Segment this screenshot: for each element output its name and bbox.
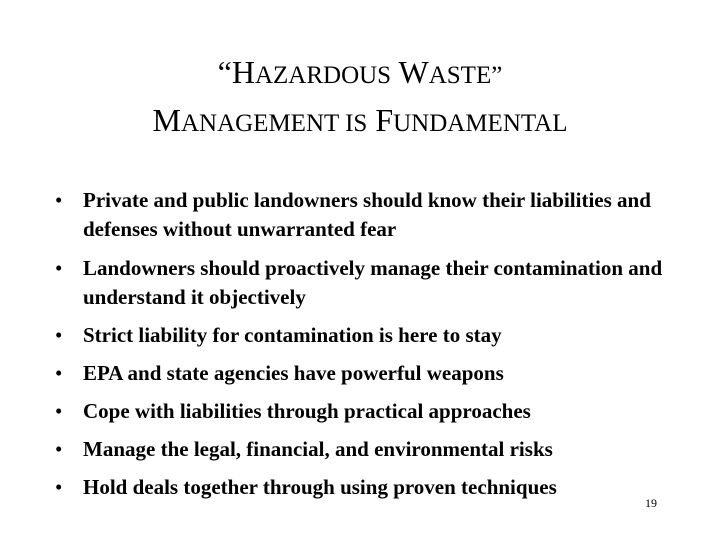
bullet-icon: • bbox=[55, 323, 63, 347]
bullet-text: EPA and state agencies have powerful weapons bbox=[83, 361, 504, 385]
title-line-2 bbox=[0, 98, 720, 146]
title-smallcaps: AZARDOUS bbox=[254, 62, 392, 89]
bullet-text: Landowners should proactively manage their contamination and understand it objectively bbox=[83, 256, 663, 309]
bullet-item bbox=[55, 397, 695, 426]
bullet-item bbox=[55, 473, 695, 502]
title-smallcaps: ASTE” bbox=[428, 62, 503, 89]
title-cap: “H bbox=[217, 54, 255, 90]
bullet-item bbox=[55, 435, 695, 464]
page-number: 19 bbox=[645, 496, 657, 510]
title-cap: M bbox=[152, 102, 181, 138]
title-smallcaps: ANAGEMENT IS bbox=[180, 110, 368, 137]
bullet-icon: • bbox=[55, 399, 63, 423]
title-cap: F bbox=[367, 102, 394, 138]
bullet-text: Cope with liabilities through practical approaches bbox=[83, 399, 531, 423]
bullet-list bbox=[55, 186, 695, 511]
bullet-item bbox=[55, 186, 695, 244]
bullet-item bbox=[55, 359, 695, 388]
bullet-icon: • bbox=[55, 361, 63, 385]
title-line-1 bbox=[0, 50, 720, 98]
bullet-icon: • bbox=[55, 475, 63, 499]
slide-title bbox=[0, 50, 720, 146]
title-cap: W bbox=[391, 54, 429, 90]
bullet-item bbox=[55, 254, 695, 312]
bullet-icon: • bbox=[55, 437, 63, 461]
bullet-text: Hold deals together through using proven techniques bbox=[83, 475, 557, 499]
bullet-icon: • bbox=[55, 188, 63, 212]
bullet-text: Private and public landowners should know their liabilities and defenses without unwarranted fear bbox=[83, 188, 651, 241]
bullet-text: Strict liability for contamination is here to stay bbox=[83, 323, 502, 347]
bullet-text: Manage the legal, financial, and environmental risks bbox=[83, 437, 553, 461]
bullet-item bbox=[55, 321, 695, 350]
title-smallcaps: UNDAMENTAL bbox=[393, 110, 568, 137]
bullet-icon: • bbox=[55, 256, 63, 280]
